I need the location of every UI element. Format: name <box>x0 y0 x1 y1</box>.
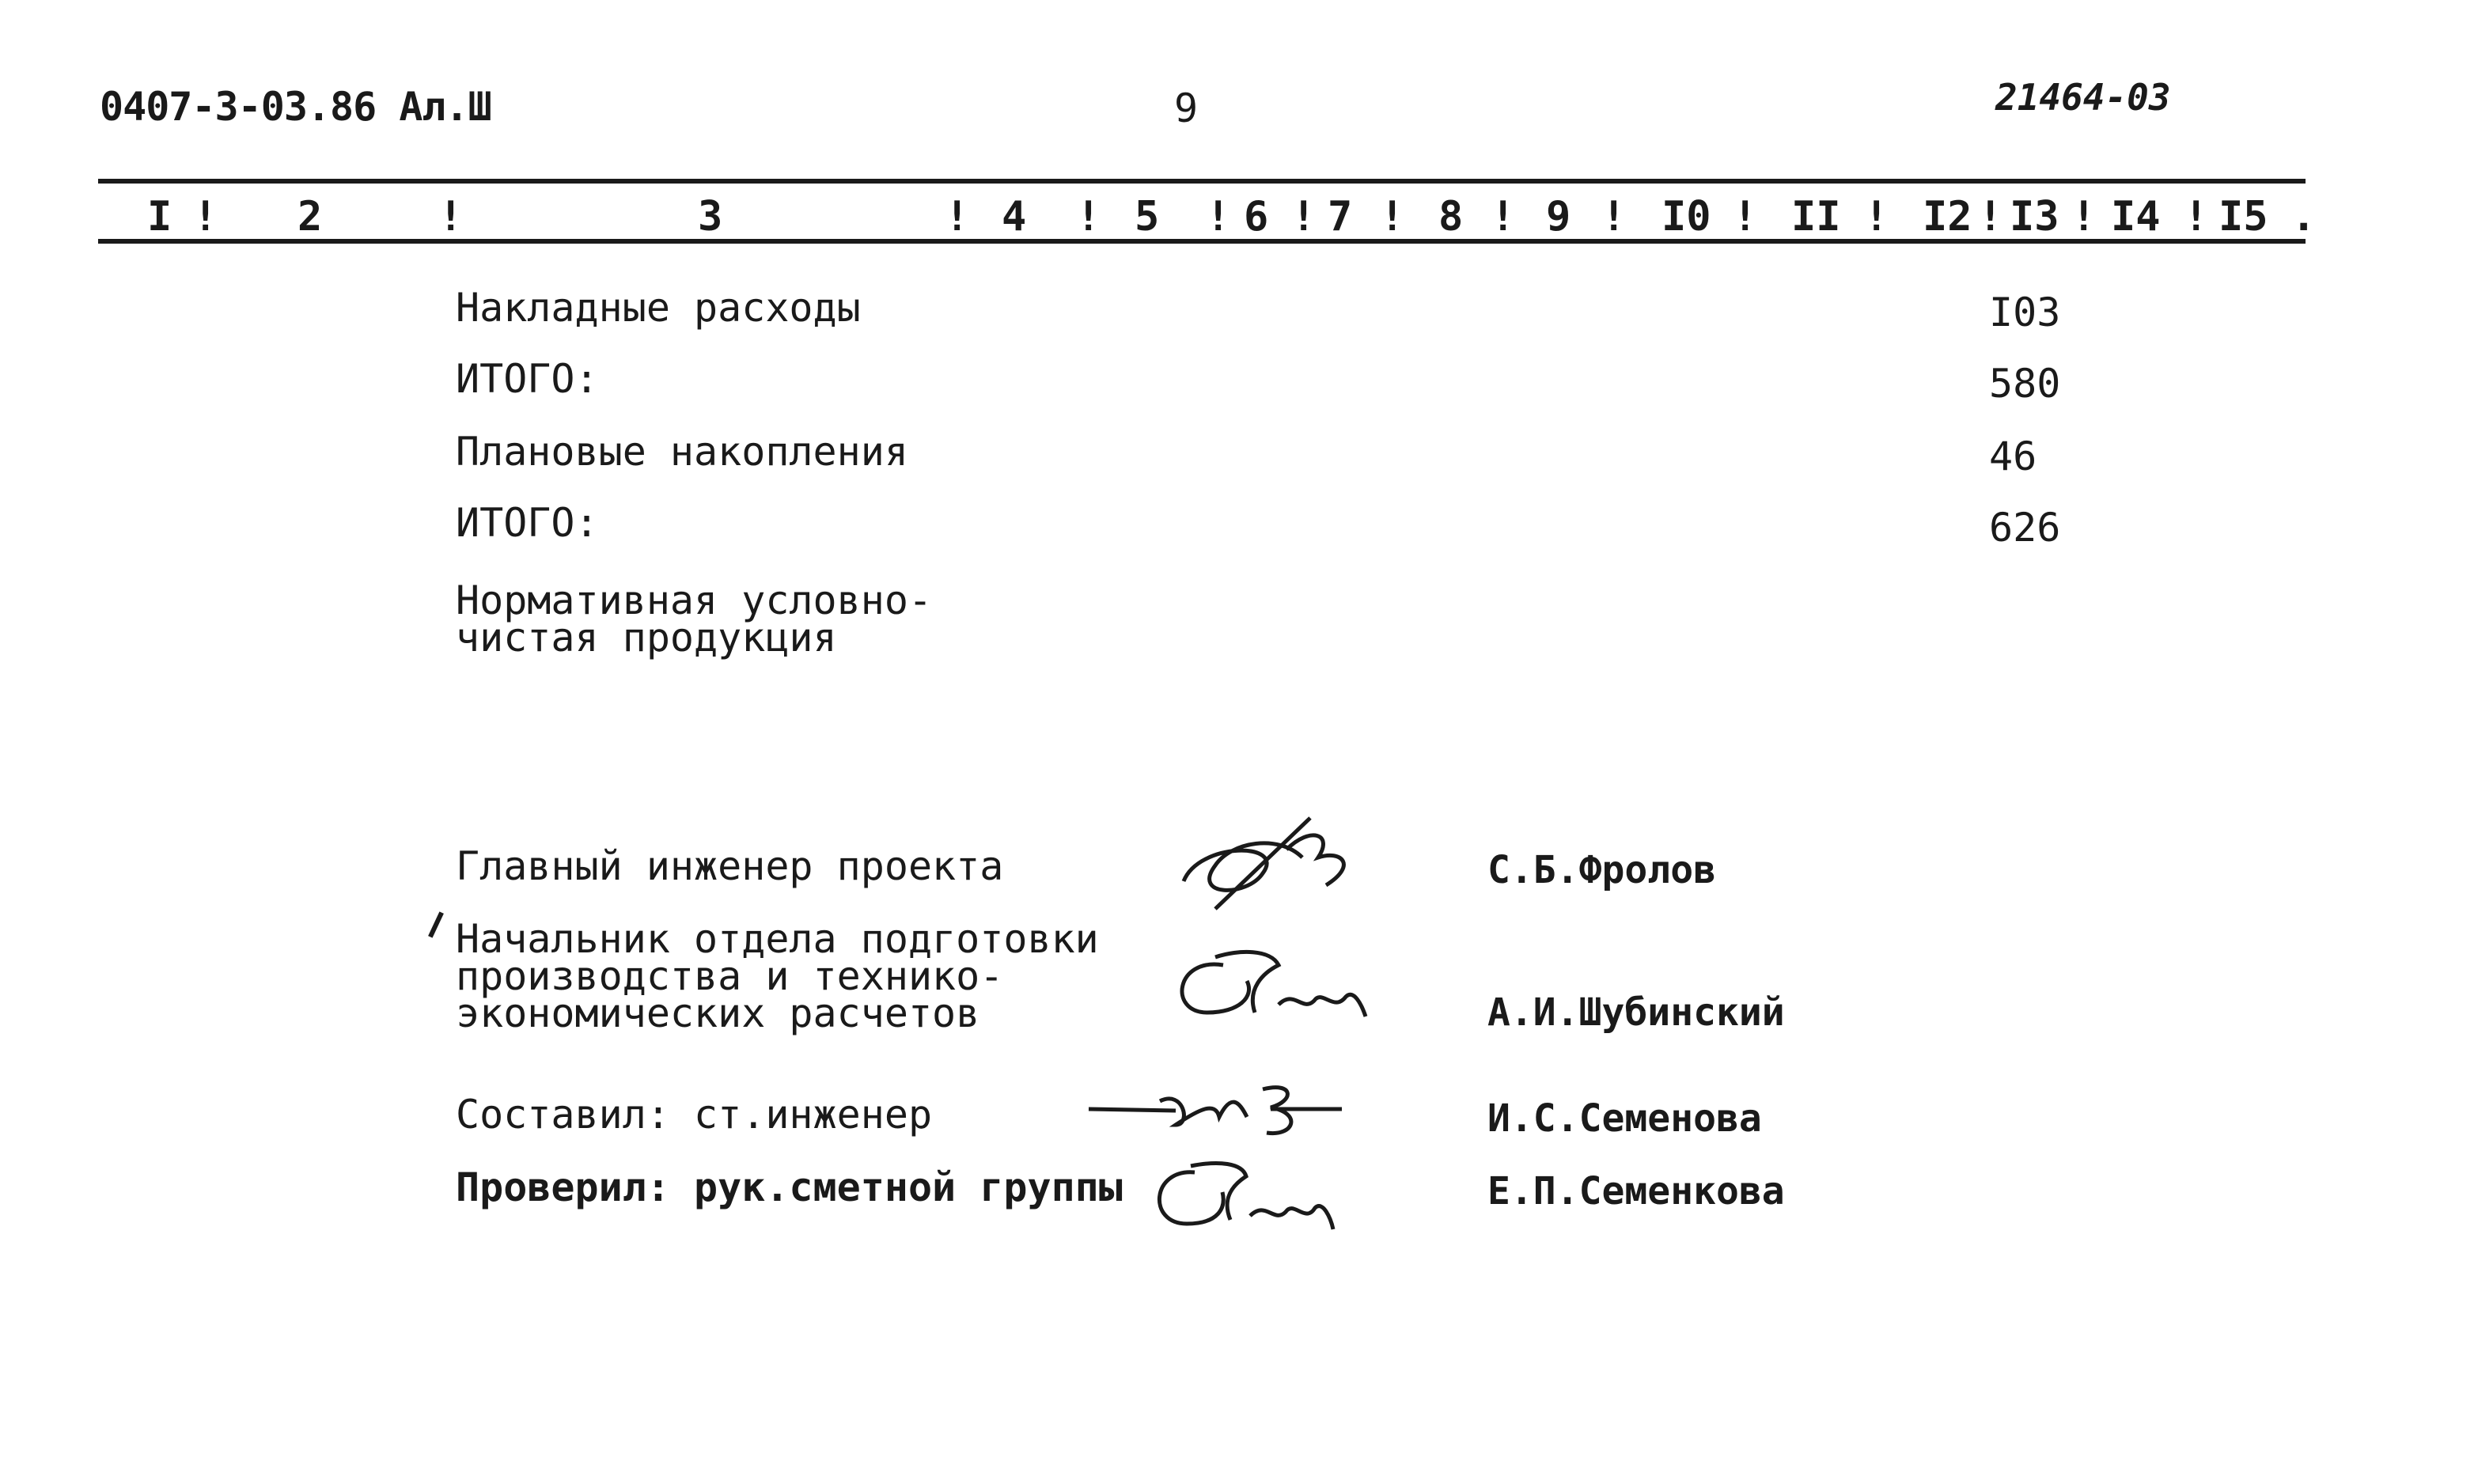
document-code: 0407-3-03.86 Ал.Ш <box>100 84 491 130</box>
margin-tick-mark <box>428 911 444 937</box>
column-number: 9 <box>1546 193 1571 240</box>
signature-reviewer <box>1147 1157 1353 1236</box>
column-separator: ! <box>2071 193 2097 240</box>
label-line: чистая продукция <box>456 615 837 661</box>
column-number: 2 <box>297 193 323 240</box>
signatory-role-chief-engineer: Главный инженер проекта <box>456 843 1004 889</box>
role-line: производства и технико- <box>456 953 1004 999</box>
column-number: I2 <box>1923 193 1972 240</box>
label-line: Нормативная условно- <box>456 577 933 623</box>
column-number: I0 <box>1661 193 1711 240</box>
signatory-name-department-head: А.И.Шубинский <box>1487 990 1785 1035</box>
column-number: 7 <box>1328 193 1353 240</box>
column-separator: ! <box>1076 193 1101 240</box>
column-separator: . <box>2291 193 2317 240</box>
column-number: 5 <box>1135 193 1160 240</box>
row-label-overhead: Накладные расходы <box>456 285 861 331</box>
signature-compiler <box>1081 1077 1350 1141</box>
column-number: 6 <box>1244 193 1269 240</box>
signatory-name-chief-engineer: С.Б.Фролов <box>1487 848 1716 892</box>
column-separator: ! <box>193 193 218 240</box>
column-separator: ! <box>1978 193 2003 240</box>
column-number: I3 <box>2010 193 2059 240</box>
header-rule-top <box>98 179 2306 184</box>
signatory-name-reviewer: Е.П.Семенкова <box>1487 1169 1785 1213</box>
page-number: 9 <box>1174 85 1199 131</box>
column-number: II <box>1791 193 1841 240</box>
role-line: экономических расчетов <box>456 990 980 1036</box>
column-separator: ! <box>1733 193 1758 240</box>
row-value-subtotal: 580 <box>1989 361 2061 407</box>
handwritten-stamp-number: 21464-03 <box>1995 76 2171 119</box>
signatory-role-reviewer: Проверил: рук.сметной группы <box>456 1164 1123 1210</box>
row-label-total: ИТОГО: <box>456 500 599 546</box>
column-number: 3 <box>698 193 723 240</box>
column-number: 4 <box>1002 193 1027 240</box>
row-value-overhead: I03 <box>1989 290 2061 335</box>
signatory-role-compiler: Составил: ст.инженер <box>456 1092 933 1138</box>
column-separator: ! <box>1380 193 1405 240</box>
column-separator: ! <box>1291 193 1317 240</box>
row-label-planned-savings: Плановые накопления <box>456 429 908 475</box>
row-label-subtotal: ИТОГО: <box>456 356 599 402</box>
column-separator: ! <box>945 193 970 240</box>
column-separator: ! <box>1491 193 1516 240</box>
row-label-normative-product <box>456 577 933 661</box>
column-separator: ! <box>1206 193 1231 240</box>
column-number: I5 <box>2218 193 2268 240</box>
column-separator: ! <box>438 193 464 240</box>
column-separator: ! <box>2184 193 2209 240</box>
column-separator: ! <box>1601 193 1627 240</box>
row-value-total: 626 <box>1989 505 2061 551</box>
column-number: I <box>147 193 172 240</box>
column-number: 8 <box>1438 193 1464 240</box>
role-line: Начальник отдела подготовки <box>456 916 1099 962</box>
signatory-role-department-head <box>456 916 1099 1036</box>
column-numbers-header <box>98 193 2317 240</box>
signatory-name-compiler: И.С.Семенова <box>1487 1096 1762 1141</box>
row-value-planned-savings: 46 <box>1989 433 2037 479</box>
signature-department-head <box>1168 941 1381 1036</box>
column-number: I4 <box>2111 193 2161 240</box>
column-separator: ! <box>1864 193 1889 240</box>
signature-chief-engineer <box>1168 810 1381 913</box>
